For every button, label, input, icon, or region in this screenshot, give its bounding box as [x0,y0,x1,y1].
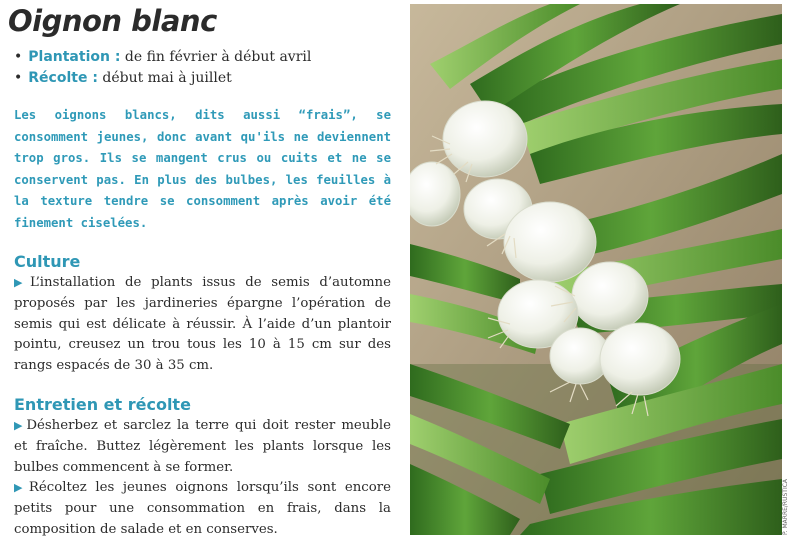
fact-recolte [14,68,392,89]
article-title: Oignon blanc [8,4,217,38]
paragraph-text: Récoltez les jeunes oignons lorsqu’ils sont encore petits pour une consommation en frais, dans la composition de salade et en conserves. [14,480,391,537]
intro-paragraph: Les oignons blancs, dits aussi “frais”, se consomment jeunes, donc avant qu'ils ne deviennent trop gros. Ils se mangent crus ou cuits et ne se conservent pas. En plus des bulbes, les feuilles à la texture tendre se consomment après avoir été finement ciselées. [14,108,391,230]
facts-list [8,47,392,89]
section-heading-entretien: Entretien et récolte [14,394,191,414]
culture-paragraph [14,273,391,377]
onion-photo [410,4,782,535]
photo-credit: P. MARRE/RUSTICA [782,478,789,535]
entretien-paragraph-2 [14,478,391,540]
section-heading-culture: Culture [14,252,81,271]
fact-text: de fin février à début avril [124,49,312,65]
paragraph-text: Désherbez et sarclez la terre qui doit rester meuble et fraîche. Buttez légèrement les plants lorsque les bulbes commencent à se former. [14,417,391,475]
white-onions-illustration [410,4,782,535]
article-text [8,4,392,544]
arrow-right-icon: ▶ [14,276,28,289]
arrow-right-icon: ▶ [14,481,27,495]
paragraph-text: L’installation de plants issus de semis d’automne proposés par les jardineries épargne l’opération de semis qui est délicate à réussir. À l’aide d’un plantoir pointu, creusez un trou tous les 10 à 15 cm sur des rangs espacés de 30 à 35 cm. [14,275,391,374]
fact-label: Plantation : [28,49,121,65]
bullet-icon: • [14,70,23,86]
entretien-paragraph-1 [14,416,391,478]
fact-label: Récolte : [28,70,98,86]
bullet-icon: • [14,49,23,65]
fact-text: début mai à juillet [102,70,232,86]
fact-plantation [14,47,392,68]
arrow-right-icon: ▶ [14,418,25,432]
